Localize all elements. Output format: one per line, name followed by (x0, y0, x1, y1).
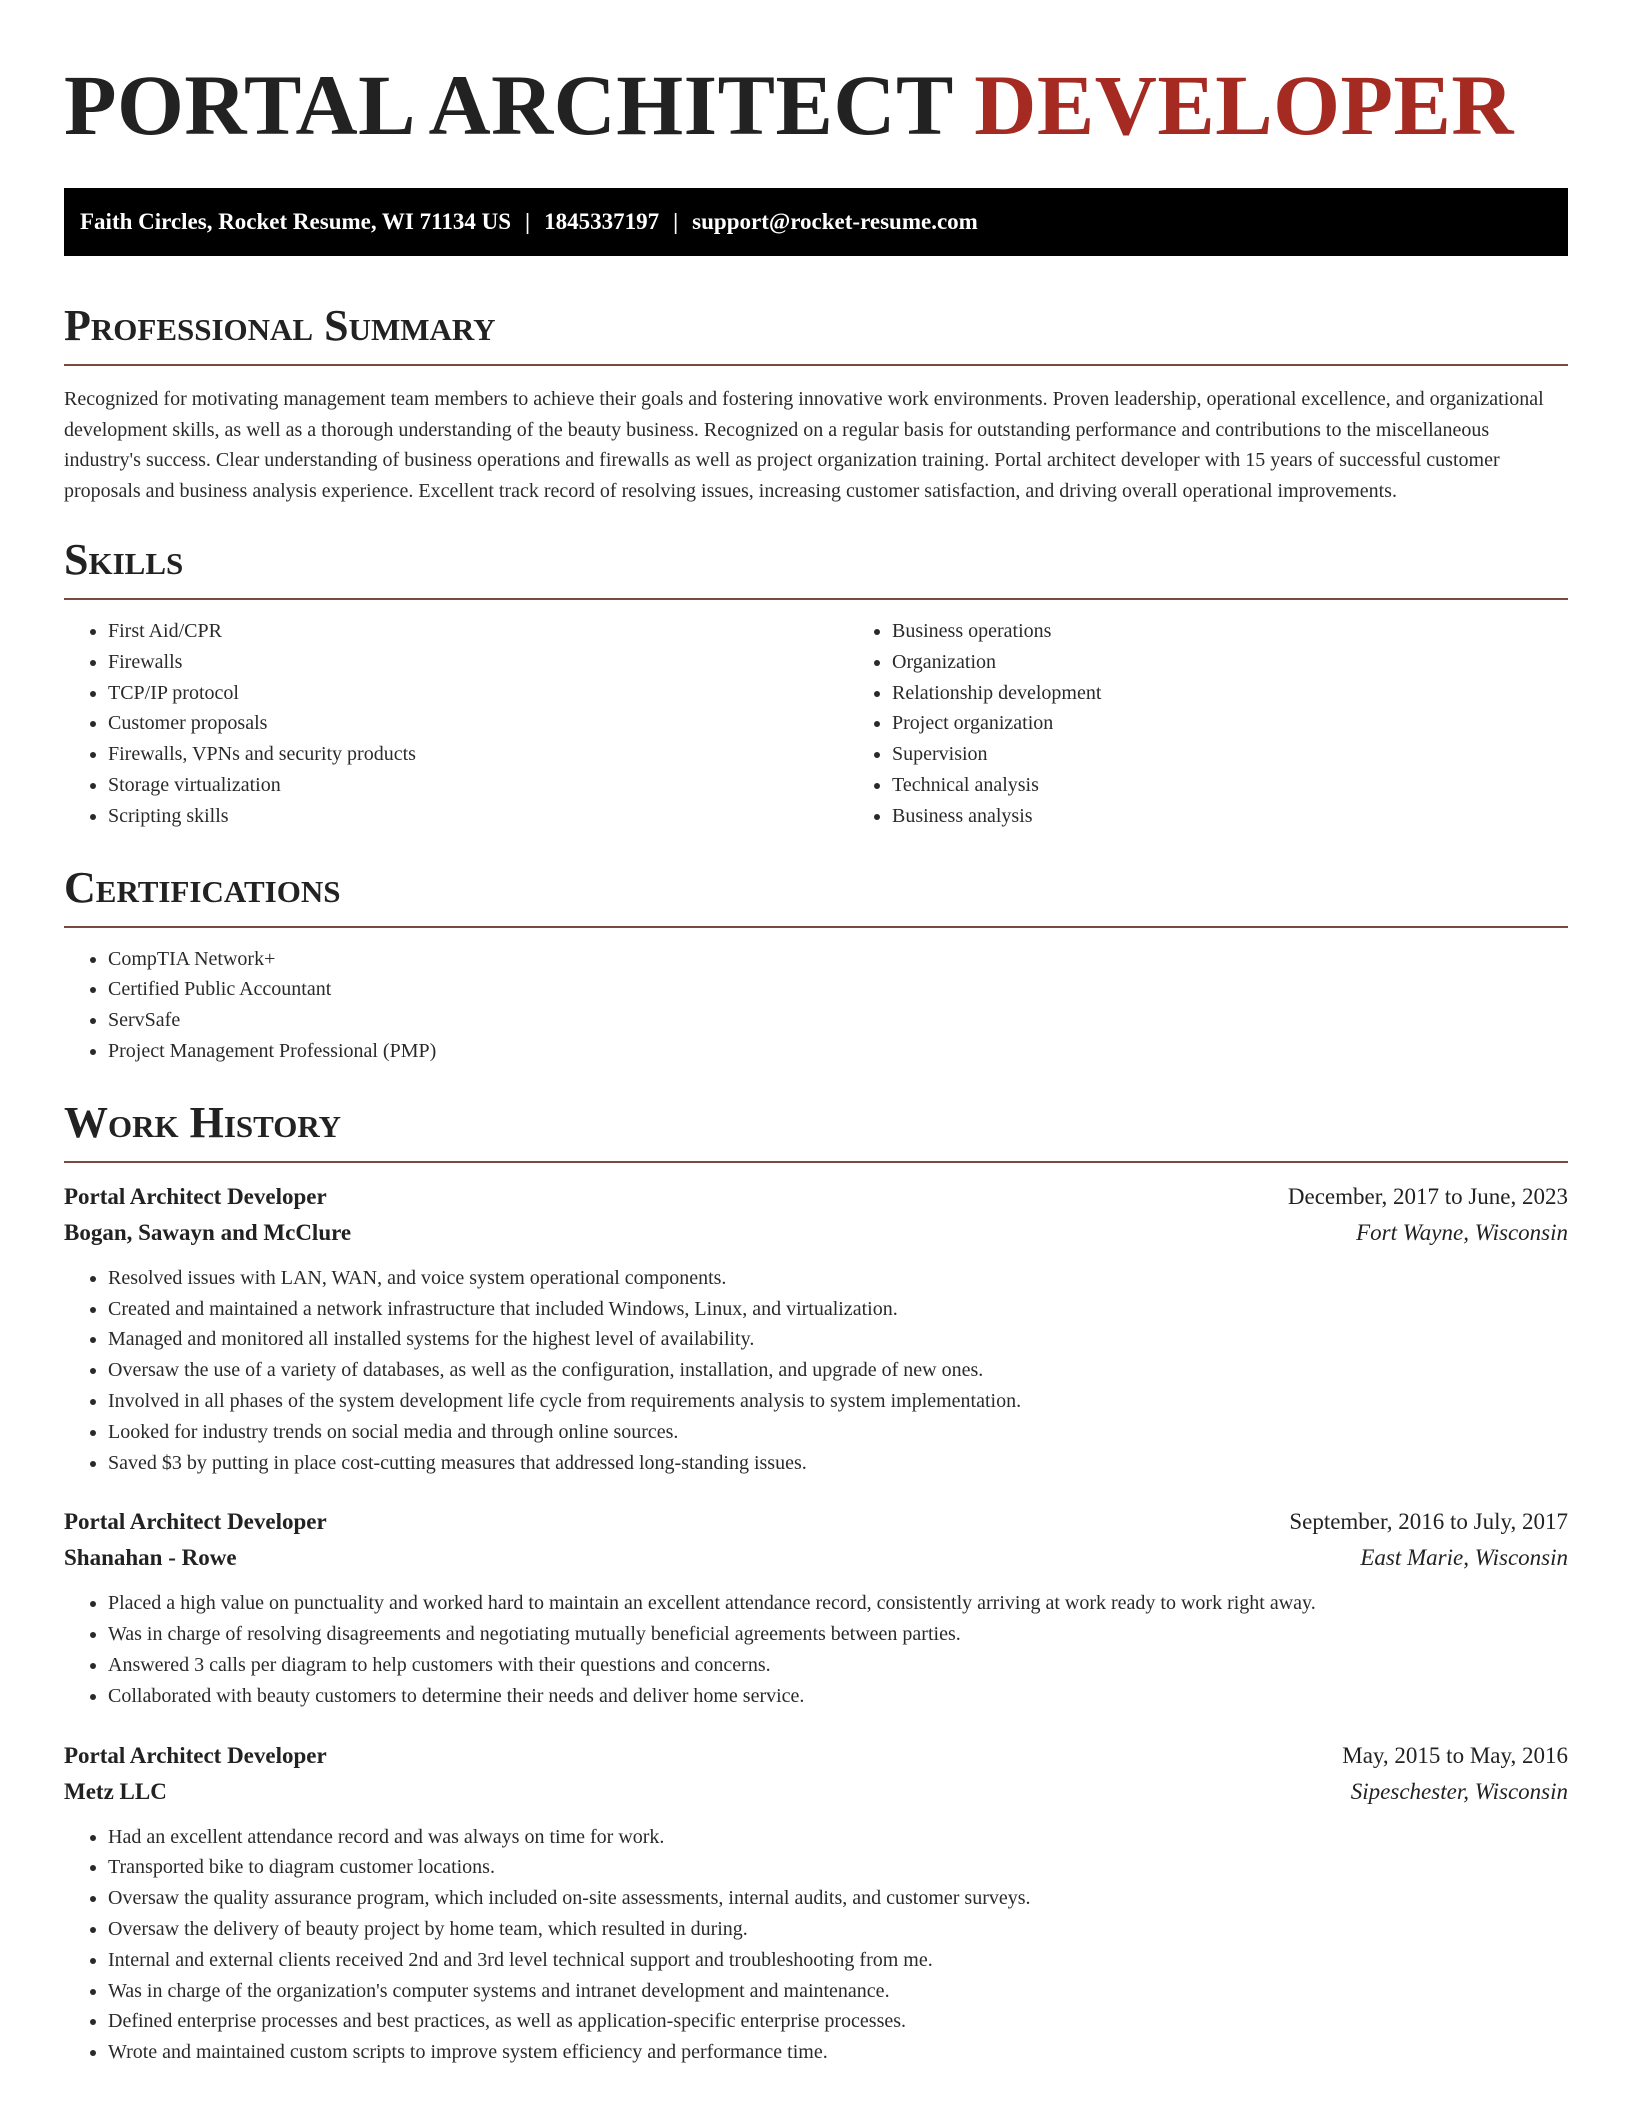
job-bullet: • Transported bike to diagram customer locations. (108, 1852, 1568, 1883)
job-bullet: • Looked for industry trends on social media and through online sources. (108, 1417, 1568, 1448)
skill-item: • Business operations (892, 616, 1632, 647)
job-bullets (64, 1822, 1568, 2068)
contact-email: support@rocket-resume.com (692, 209, 978, 234)
job-bullet: • Created and maintained a network infrastructure that included Windows, Linux, and virtualization. (108, 1294, 1568, 1325)
certification-item: • CompTIA Network+ (108, 944, 1568, 975)
skills-list-left (64, 616, 848, 832)
job-company-row (64, 1215, 1568, 1251)
skill-item: • Project organization (892, 708, 1632, 739)
job-bullet: • Oversaw the delivery of beauty project by home team, which resulted in during. (108, 1914, 1568, 1945)
job-header-row (64, 1179, 1568, 1215)
job-bullet: • Involved in all phases of the system development life cycle from requirements analysis to system implementation. (108, 1386, 1568, 1417)
skill-item: • Organization (892, 647, 1632, 678)
contact-address: Faith Circles, Rocket Resume, WI 71134 US (80, 209, 512, 234)
certification-item: • Project Management Professional (PMP) (108, 1036, 1568, 1067)
job-bullet: • Answered 3 calls per diagram to help customers with their questions and concerns. (108, 1650, 1568, 1681)
job-bullet: • Defined enterprise processes and best practices, as well as application-specific enterprise processes. (108, 2006, 1568, 2037)
job-bullet: • Placed a high value on punctuality and worked hard to maintain an excellent attendance record, consistently arriving at work ready to work right away. (108, 1588, 1568, 1619)
job-dates: May, 2015 to May, 2016 (1342, 1742, 1568, 1768)
work-history-section (64, 1097, 1568, 2068)
job-title: Portal Architect Developer (64, 1509, 327, 1535)
summary-heading: Professional Summary (64, 301, 496, 350)
job-bullet: • Was in charge of the organization's computer systems and intranet development and maintenance. (108, 1976, 1568, 2007)
job-bullets (64, 1588, 1568, 1711)
skills-heading: Skills (64, 535, 184, 584)
name-accent: DEVELOPER (974, 57, 1514, 153)
certification-item: • ServSafe (108, 1005, 1568, 1036)
certifications-heading: Certifications (64, 862, 341, 912)
job-company-row (64, 1774, 1568, 1810)
job-bullet: • Internal and external clients received 2nd and 3rd level technical support and troubleshooting from me. (108, 1945, 1568, 1976)
job-company: Metz LLC (64, 1778, 167, 1804)
section-divider (64, 926, 1568, 928)
job-bullet: • Was in charge of resolving disagreements and negotiating mutually beneficial agreements between parties. (108, 1619, 1568, 1650)
job-dates: December, 2017 to June, 2023 (1287, 1183, 1568, 1209)
skill-item: • Technical analysis (892, 770, 1632, 801)
job-bullet: • Oversaw the quality assurance program, which included on-site assessments, internal audits, and customer surveys. (108, 1883, 1568, 1914)
summary-text: Recognized for motivating management team members to achieve their goals and fostering innovative work environments. Proven leadership, operational excellence, and organizational development skills, as well as a thorough understanding of the beauty business. Recognized on a regular basis for outstanding performance and contributions to the miscellaneous industry's success. Clear understanding of business operations and firewalls as well as project organization training. Portal architect developer with 15 years of successful customer proposals and business analysis experience. Excellent track record of resolving issues, increasing customer satisfaction, and driving overall operational improvements. (64, 388, 1544, 502)
certification-item: • Certified Public Accountant (108, 974, 1568, 1005)
skill-item: • Firewalls (108, 647, 848, 678)
section-divider (64, 364, 1568, 366)
job-title: Portal Architect Developer (64, 1183, 327, 1209)
job-entry (64, 1738, 1568, 2068)
job-company: Bogan, Sawayn and McClure (64, 1219, 352, 1245)
contact-separator: | (525, 209, 531, 234)
job-header-row (64, 1738, 1568, 1774)
job-header-row (64, 1504, 1568, 1540)
resume-name (64, 0, 1568, 154)
job-entry (64, 1179, 1568, 1479)
skill-item: • Storage virtualization (108, 770, 848, 801)
skill-item: • First Aid/CPR (108, 616, 848, 647)
job-dates: September, 2016 to July, 2017 (1289, 1509, 1568, 1535)
job-bullet: • Collaborated with beauty customers to determine their needs and deliver home service. (108, 1681, 1568, 1712)
job-title: Portal Architect Developer (64, 1742, 327, 1768)
job-bullet: • Managed and monitored all installed systems for the highest level of availability. (108, 1324, 1568, 1355)
job-entry (64, 1504, 1568, 1711)
skill-item: • Firewalls, VPNs and security products (108, 739, 848, 770)
job-location: Sipeschester, Wisconsin (1350, 1778, 1568, 1804)
work-history-heading: Work History (64, 1097, 342, 1147)
job-bullet: • Had an excellent attendance record and was always on time for work. (108, 1822, 1568, 1853)
skills-list-right (848, 616, 1632, 832)
name-primary: PORTAL ARCHITECT (64, 57, 953, 153)
skill-item: • Scripting skills (108, 801, 848, 832)
section-divider (64, 1161, 1568, 1163)
skill-item: • Relationship development (892, 678, 1632, 709)
job-bullet: • Wrote and maintained custom scripts to improve system efficiency and performance time. (108, 2037, 1568, 2068)
contact-bar (64, 188, 1568, 256)
job-bullet: • Resolved issues with LAN, WAN, and voice system operational components. (108, 1263, 1568, 1294)
job-bullet: • Saved $3 by putting in place cost-cutting measures that addressed long-standing issues. (108, 1448, 1568, 1479)
job-location: East Marie, Wisconsin (1360, 1545, 1568, 1571)
job-company-row (64, 1540, 1568, 1576)
skill-item: • TCP/IP protocol (108, 678, 848, 709)
job-bullets (64, 1263, 1568, 1479)
skill-item: • Customer proposals (108, 708, 848, 739)
certifications-list (64, 944, 1568, 1067)
contact-phone: 1845337197 (544, 209, 660, 234)
job-bullet: • Oversaw the use of a variety of databases, as well as the configuration, installation, and upgrade of new ones. (108, 1355, 1568, 1386)
skill-item: • Business analysis (892, 801, 1632, 832)
skills-section (64, 534, 1568, 832)
skills-columns (64, 600, 1568, 832)
contact-separator: | (673, 209, 679, 234)
summary-section (64, 300, 1568, 506)
certifications-section (64, 862, 1568, 1067)
job-location: Fort Wayne, Wisconsin (1356, 1219, 1568, 1245)
skill-item: • Supervision (892, 739, 1632, 770)
job-company: Shanahan - Rowe (64, 1545, 237, 1571)
